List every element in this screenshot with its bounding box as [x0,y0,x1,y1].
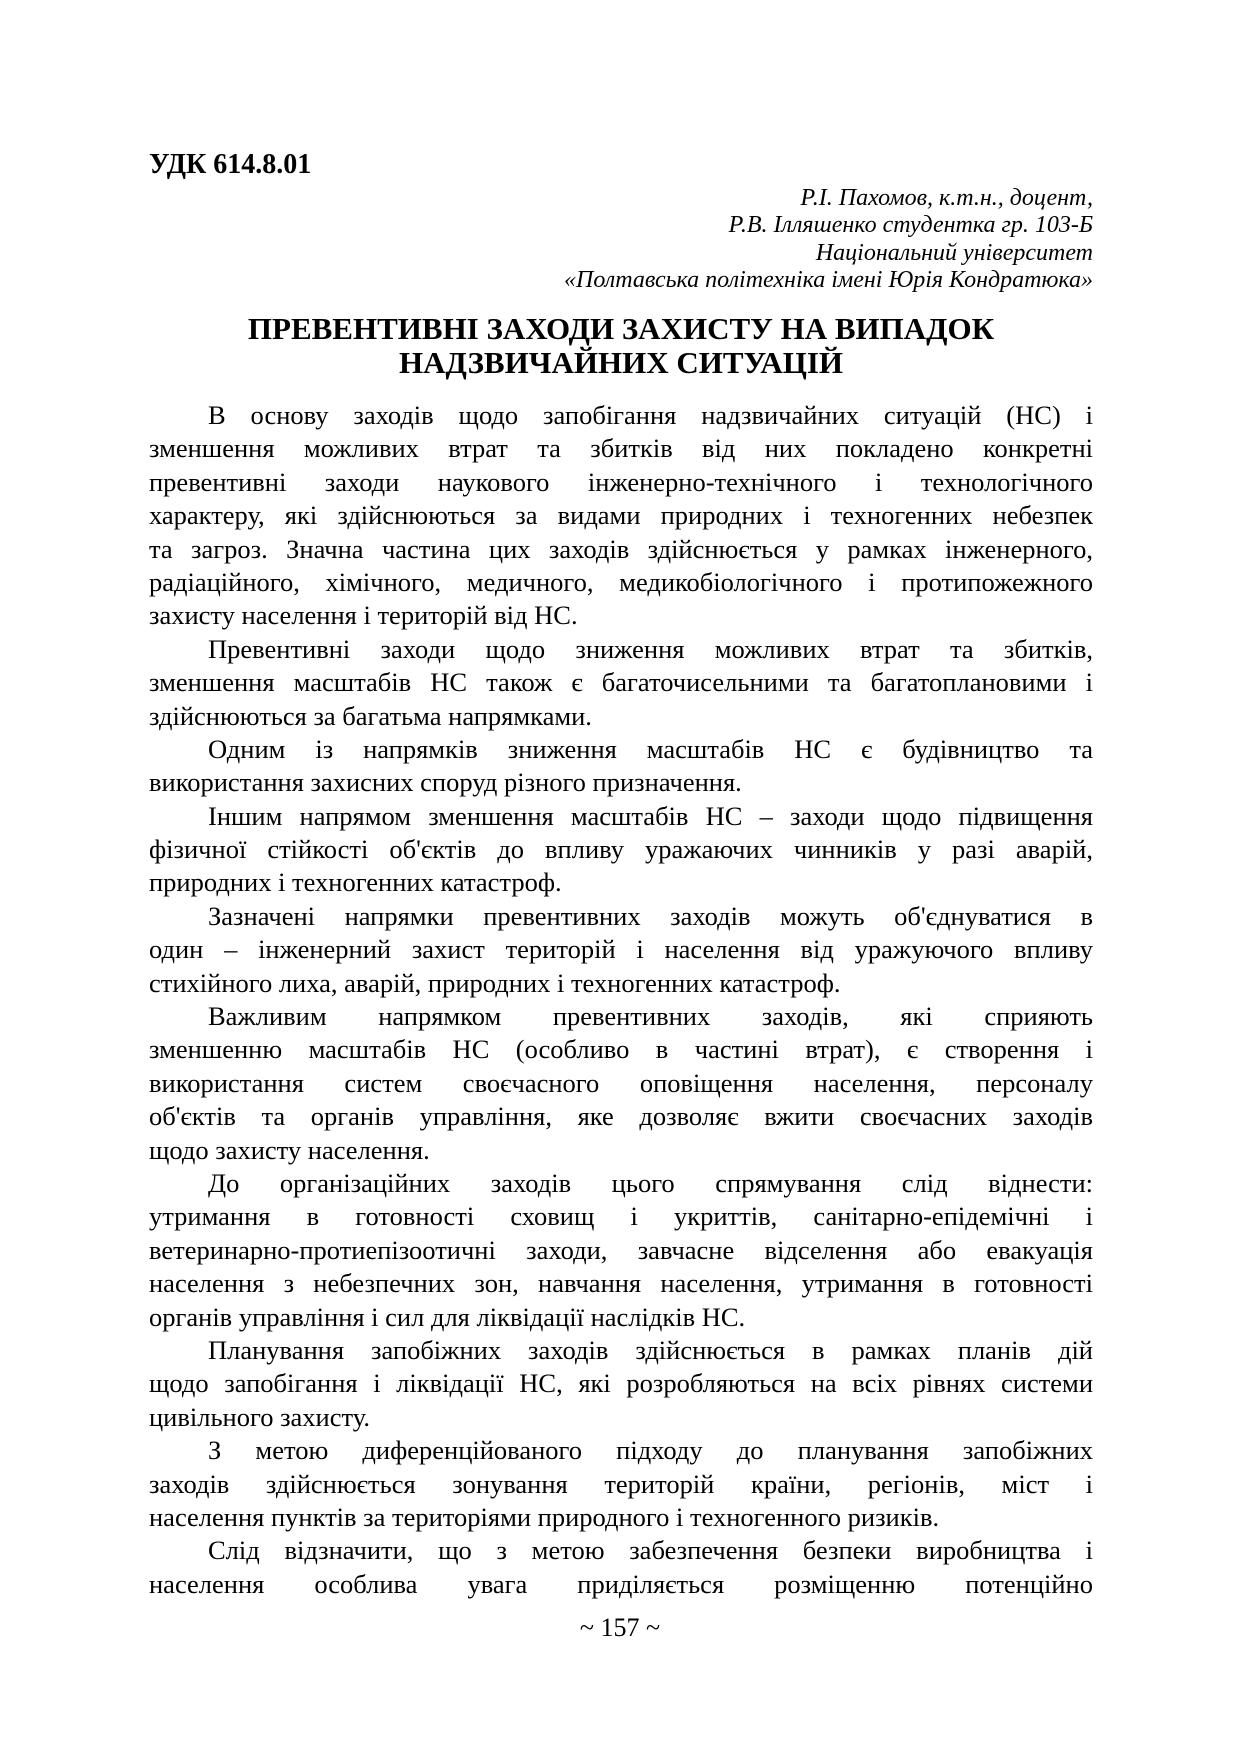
text-line: органів управління і сил для ліквідації наслідків НС. [149,1301,746,1332]
text-line: З метою диференційованого підходу до планування запобіжних [208,1435,1093,1466]
text-line: населення пунктів за територіями природного і техногенного ризиків. [149,1501,940,1532]
text-line: використання захисних споруд різного призначення. [149,767,742,798]
author-1: Р.І. Пахомов, к.т.н., доцент, [800,185,1093,211]
text-line: Превентивні заходи щодо зниження можливих втрат та збитків, [208,633,1093,664]
affiliation-2: «Полтавська політехніка імені Юрія Кондратюка» [564,266,1093,293]
paragraph [149,1334,1093,1434]
author-block [564,185,1093,294]
text-line: фізичної стійкості об'єктів до впливу уражаючих чинників у разі аварій, [149,834,1093,865]
text-line: населення особлива увага приділяється розміщенню потенційно [149,1568,1093,1599]
text-line: об'єктів та органів управління, яке дозволяє вжити своєчасних заходів [149,1101,1093,1132]
text-line: зменшення масштабів НС також є багаточисельними та багатоплановими і [149,667,1093,698]
text-line: ветеринарно-протиепізоотичні заходи, завчасне відселення або евакуація [149,1234,1093,1265]
paragraph [149,1000,1093,1167]
paragraph [149,633,1093,733]
text-line: захисту населення і територій від НС. [149,600,578,631]
text-line: та загроз. Значна частина цих заходів здійснюється у рамках інженерного, [149,533,1093,564]
author-2: Р.В. Ілляшенко студентка гр. 103-Б [728,212,1093,239]
text-line: Планування запобіжних заходів здійснюється в рамках планів дій [208,1334,1093,1365]
text-line: заходів здійснюється зонування територій країни, регіонів, міст і [149,1468,1093,1499]
paragraph [149,399,1093,633]
page-number: ~ 157 ~ [579,1613,661,1642]
text-line: щодо запобігання і ліквідації НС, які розробляються на всіх рівнях системи [149,1368,1093,1399]
text-line: природних і техногенних катастроф. [149,867,562,898]
udc-code: УДК 614.8.01 [149,149,312,180]
text-line: В основу заходів щодо запобігання надзвичайних ситуацій (НС) і [208,400,1093,430]
paragraph [149,900,1093,1000]
title-line: ПРЕВЕНТИВНІ ЗАХОДИ ЗАХИСТУ НА ВИПАДОК [247,311,995,346]
text-line: використання систем своєчасного оповіщення населення, персоналу [149,1067,1093,1098]
text-line: один – інженерний захист територій і населення від уражуючого впливу [149,934,1093,965]
text-line: Зазначені напрямки превентивних заходів можуть об'єднуватися в [208,900,1093,931]
paragraph [149,1434,1093,1534]
text-line: Одним із напрямків зниження масштабів НС є будівництво та [208,733,1093,764]
text-line: радіаційного, хімічного, медичного, медикобіологічного і протипожежного [149,566,1093,597]
text-line: До організаційних заходів цього спрямування слід віднести: [208,1167,1093,1198]
article-body [149,399,1093,1601]
article-title [149,312,1093,380]
text-line: здійснюються за багатьма напрямками. [149,700,592,731]
paragraph [149,800,1093,900]
text-line: Важливим напрямком превентивних заходів, які сприяють [208,1001,1093,1032]
text-line: зменшенню масштабів НС (особливо в частині втрат), є створення і [149,1034,1093,1065]
text-line: зменшення можливих втрат та збитків від них покладено конкретні [149,433,1093,464]
text-line: Іншим напрямом зменшення масштабів НС – заходи щодо підвищення [208,800,1093,831]
paragraph [149,733,1093,800]
text-line: превентивні заходи наукового інженерно-технічного і технологічного [149,466,1093,497]
paragraph [149,1167,1093,1334]
text-line: Слід відзначити, що з метою забезпечення безпеки виробництва і [208,1535,1093,1566]
text-line: цивільного захисту. [149,1401,370,1432]
affiliation-1: Національний університет [815,239,1093,266]
text-line: утримання в готовності сховищ і укриттів, санітарно-епідемічні і [149,1201,1093,1232]
title-line: НАДЗВИЧАЙНИХ СИТУАЦІЙ [398,345,844,380]
paragraph [149,1534,1093,1601]
text-line: щодо захисту населення. [149,1134,430,1165]
text-line: характеру, які здійснюються за видами природних і техногенних небезпек [149,500,1093,531]
text-line: стихійного лиха, аварій, природних і техногенних катастроф. [149,967,841,998]
text-line: населення з небезпечних зон, навчання населення, утримання в готовності [149,1268,1093,1299]
